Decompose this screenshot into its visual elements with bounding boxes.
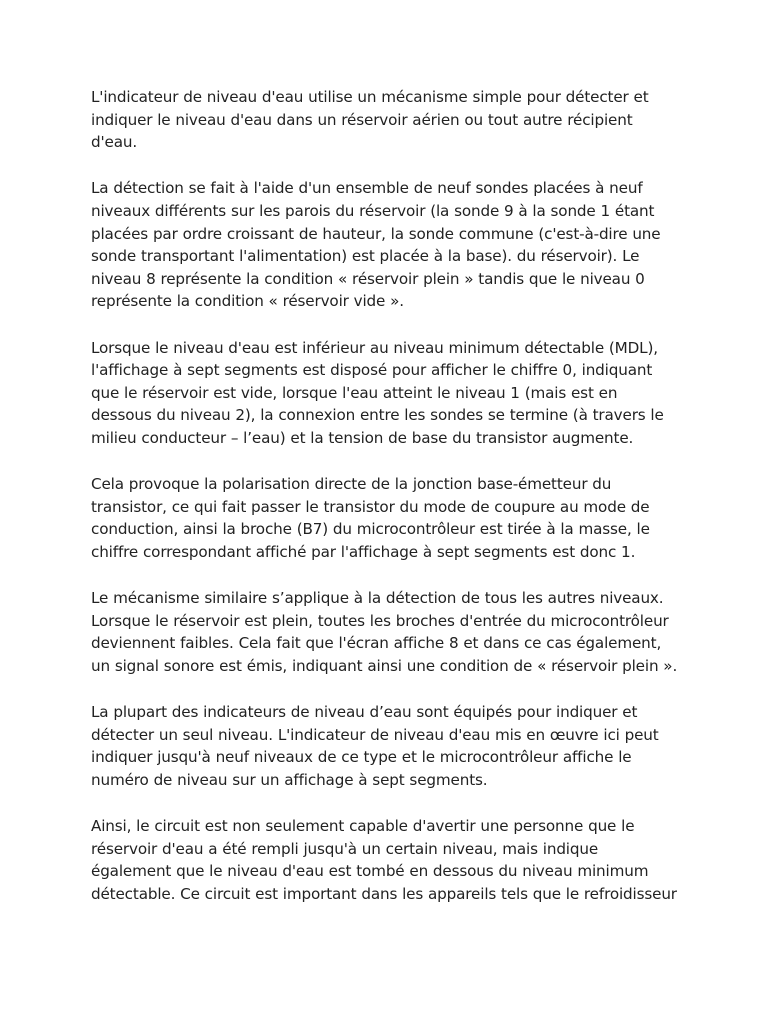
paragraph-6: La plupart des indicateurs de niveau d’eau sont équipés pour indiquer et détecter un seul niveau. L'indicateur de niveau d'eau mis en œuvre ici peut indiquer jusqu'à neuf niveaux de ce type et le microcontrôleur affiche le numéro de niveau sur un affichage à sept segments. (91, 703, 659, 789)
paragraph-5: Le mécanisme similaire s’applique à la détection de tous les autres niveaux. Lorsque le réservoir est plein, toutes les broches d'entrée du microcontrôleur deviennent faibles. Cela fait que l'écran affiche 8 et dans ce cas également, un signal sonore est émis, indiquant ainsi une condition de « réservoir plein ». (91, 589, 678, 675)
paragraph-4: Cela provoque la polarisation directe de la jonction base-émetteur du transistor, ce qui fait passer le transistor du mode de coupure au mode de conduction, ainsi la broche (B7) du microcontrôleur est tirée à la masse, le chiffre correspondant affiché par l'affichage à sept segments est donc 1. (91, 475, 650, 561)
paragraph-2: La détection se fait à l'aide d'un ensemble de neuf sondes placées à neuf niveaux différents sur les parois du réservoir (la sonde 9 à la sonde 1 étant placées par ordre croissant de hauteur, la sonde commune (c'est-à-dire une sonde transportant l'alimentation) est placée à la base). du réservoir). Le niveau 8 représente la condition « réservoir plein » tandis que le niveau 0 représente la condition « réservoir vide ». (91, 179, 661, 311)
paragraph-3: Lorsque le niveau d'eau est inférieur au niveau minimum détectable (MDL), l'affichage à sept segments est disposé pour afficher le chiffre 0, indiquant que le réservoir est vide, lorsque l'eau atteint le niveau 1 (mais est en dessous du niveau 2), la connexion entre les sondes se termine (à travers le milieu conducteur – l’eau) et la tension de base du transistor augmente. (91, 338, 664, 447)
paragraph-1: L'indicateur de niveau d'eau utilise un mécanisme simple pour détecter et indiquer le niveau d'eau dans un réservoir aérien ou tout autre récipient d'eau. (91, 88, 649, 152)
document-body (91, 86, 681, 929)
paragraph-7: Ainsi, le circuit est non seulement capable d'avertir une personne que le réservoir d'eau a été rempli jusqu'à un certain niveau, mais indique également que le niveau d'eau est tombé en dessous du niveau minimum détectable. Ce circuit est important dans les appareils tels que le refroidisseur (91, 817, 677, 903)
